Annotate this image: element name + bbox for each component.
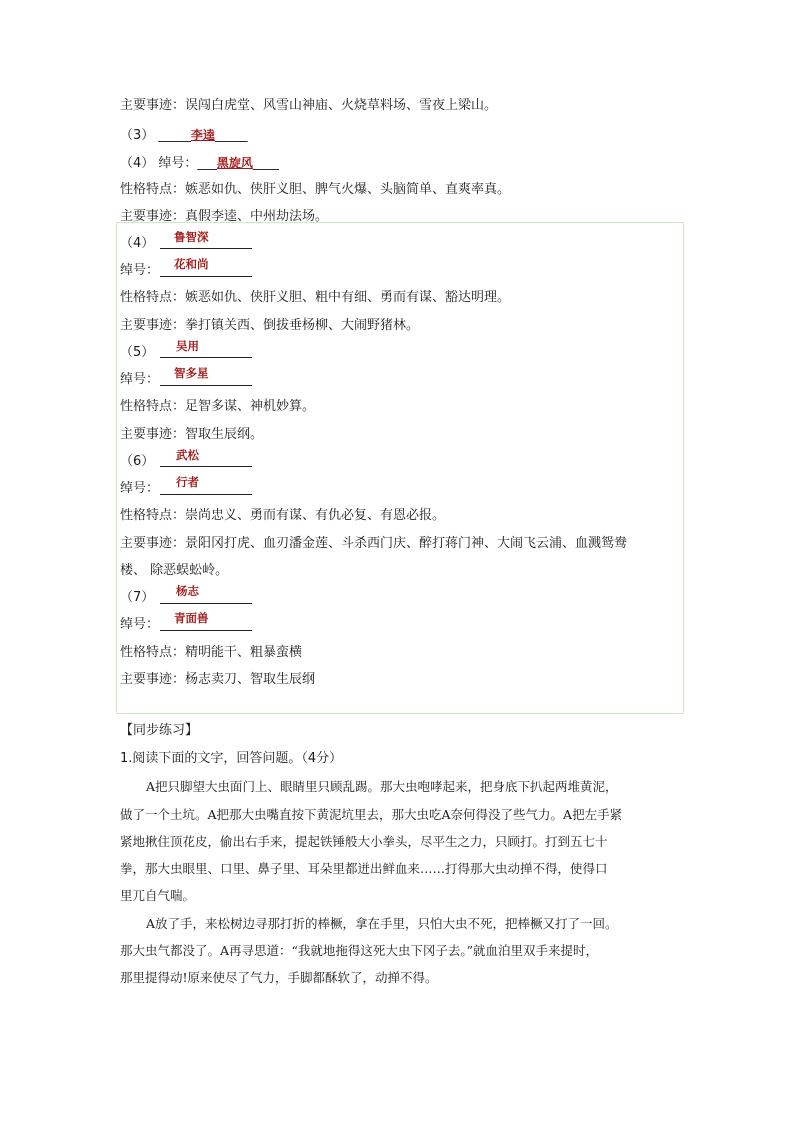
item-4-prefix: （4） 绰号： xyxy=(120,156,198,171)
item-3-number: （3） xyxy=(120,128,155,143)
entry-5-nickname-underline xyxy=(160,385,252,386)
entry-4-number: （4） xyxy=(120,236,155,251)
entry-5-nickname-label: 绰号： xyxy=(120,372,160,387)
item-4-blank-left: ___ xyxy=(197,156,217,171)
entry-4-traits: 性格特点：嫉恶如仇、侠肝义胆、粗中有细、勇而有谋、豁达明理。 xyxy=(120,290,511,305)
item-3-blank-left: _____ xyxy=(158,128,191,143)
traits-line-li-kui: 性格特点：嫉恶如仇、侠肝义胆、脾气火爆、头脑简单、直爽率真。 xyxy=(120,182,511,197)
entry-4-deeds: 主要事迹：拳打镇关西、倒拔垂杨柳、大闹野猪林。 xyxy=(120,318,420,333)
entry-5-traits: 性格特点：足智多谋、神机妙算。 xyxy=(120,399,316,414)
entry-4-name-underline xyxy=(160,248,252,249)
item-3-line xyxy=(120,126,247,145)
entry-6-deeds-line-1: 主要事迹：景阳冈打虎、血刃潘金莲、斗杀西门庆、醉打蒋门神、大闹飞云浦、血溅鸳鸯 xyxy=(120,536,628,551)
entry-7-nickname-answer: 青面兽 xyxy=(174,611,209,625)
entry-7-deeds: 主要事迹：杨志卖刀、智取生辰纲 xyxy=(120,672,316,687)
item-3-blank-right: _____ xyxy=(214,128,248,143)
entry-5-name-underline xyxy=(160,357,252,358)
entry-7-traits: 性格特点：精明能干、粗暴蛮横 xyxy=(120,645,303,660)
passage-p1-line-1: A把只脚望大虫面门上、眼睛里只顾乱踢。那大虫咆哮起来，把身底下扒起两堆黄泥， xyxy=(146,779,618,794)
entry-5-name-answer: 吴用 xyxy=(176,339,199,353)
entry-4-nickname-underline xyxy=(160,276,252,277)
entry-5-deeds: 主要事迹：智取生辰纲。 xyxy=(120,427,264,442)
entry-4-nickname-answer: 花和尚 xyxy=(174,257,209,271)
entry-4-nickname-label: 绰号： xyxy=(120,263,160,278)
entry-6-number: （6） xyxy=(120,454,155,469)
entry-6-name-answer: 武松 xyxy=(176,448,199,462)
entry-7-name-underline xyxy=(160,603,252,604)
entry-5-nickname-answer: 智多星 xyxy=(174,366,209,380)
deeds-line-lin-chong: 主要事迹：误闯白虎堂、风雪山神庙、火烧草料场、雪夜上梁山。 xyxy=(120,98,498,113)
entry-7-number: （7） xyxy=(120,590,155,605)
entry-6-traits: 性格特点：崇尚忠义、勇而有谋、有仇必复、有恩必报。 xyxy=(120,508,446,523)
practice-heading: 【同步练习】 xyxy=(120,723,199,738)
entry-6-nickname-label: 绰号： xyxy=(120,481,160,496)
question-1: 1.阅读下面的文字，回答问题。（4分） xyxy=(120,751,343,766)
entry-6-nickname-answer: 行者 xyxy=(176,475,199,489)
passage-p1-line-3: 紧地揪住顶花皮，偷出右手来，提起铁锤般大小拳头，尽平生之力，只顾打。打到五七十 xyxy=(120,834,608,849)
item-4-answer: 黑旋风 xyxy=(216,156,253,170)
deeds-line-li-kui: 主要事迹：真假李逵、中州劫法场。 xyxy=(120,209,329,224)
passage-p1-line-4: 拳，那大虫眼里、口里、鼻子里、耳朵里都迸出鲜血来……打得那大虫动掸不得，使得口 xyxy=(120,861,608,876)
passage-p1-line-2: 做了一个土坑。A把那大虫嘴直按下黄泥坑里去，那大虫吃A奈何得没了些气力。A把左手紧 xyxy=(120,807,623,822)
entry-6-nickname-underline xyxy=(160,494,252,495)
entry-6-deeds-line-2: 楼、 除恶蜈蚣岭。 xyxy=(120,563,229,578)
item-3-answer: 李逵 xyxy=(190,128,215,142)
passage-p2-line-2: 那大虫气都没了。A再寻思道：“我就地拖得这死大虫下冈子去。”就血泊里双手来提时， xyxy=(120,943,599,958)
item-4-nickname-line xyxy=(120,154,279,173)
passage-p1-line-5: 里兀自气喘。 xyxy=(120,888,196,903)
entry-4-name-answer: 鲁智深 xyxy=(174,230,209,244)
entry-7-name-answer: 杨志 xyxy=(176,584,199,598)
entry-6-name-underline xyxy=(160,466,252,467)
entry-5-number: （5） xyxy=(120,345,155,360)
passage-p2-line-1: A放了手，来松树边寻那打折的棒橛，拿在手里，只怕大虫不死，把棒橛又打了一回。 xyxy=(146,916,618,931)
item-4-blank-right: ____ xyxy=(252,156,279,171)
entry-7-nickname-underline xyxy=(160,630,252,631)
passage-p2-line-3: 那里提得动!原来使尽了气力，手脚都酥软了，动掸不得。 xyxy=(120,970,438,985)
entry-7-nickname-label: 绰号： xyxy=(120,617,160,632)
